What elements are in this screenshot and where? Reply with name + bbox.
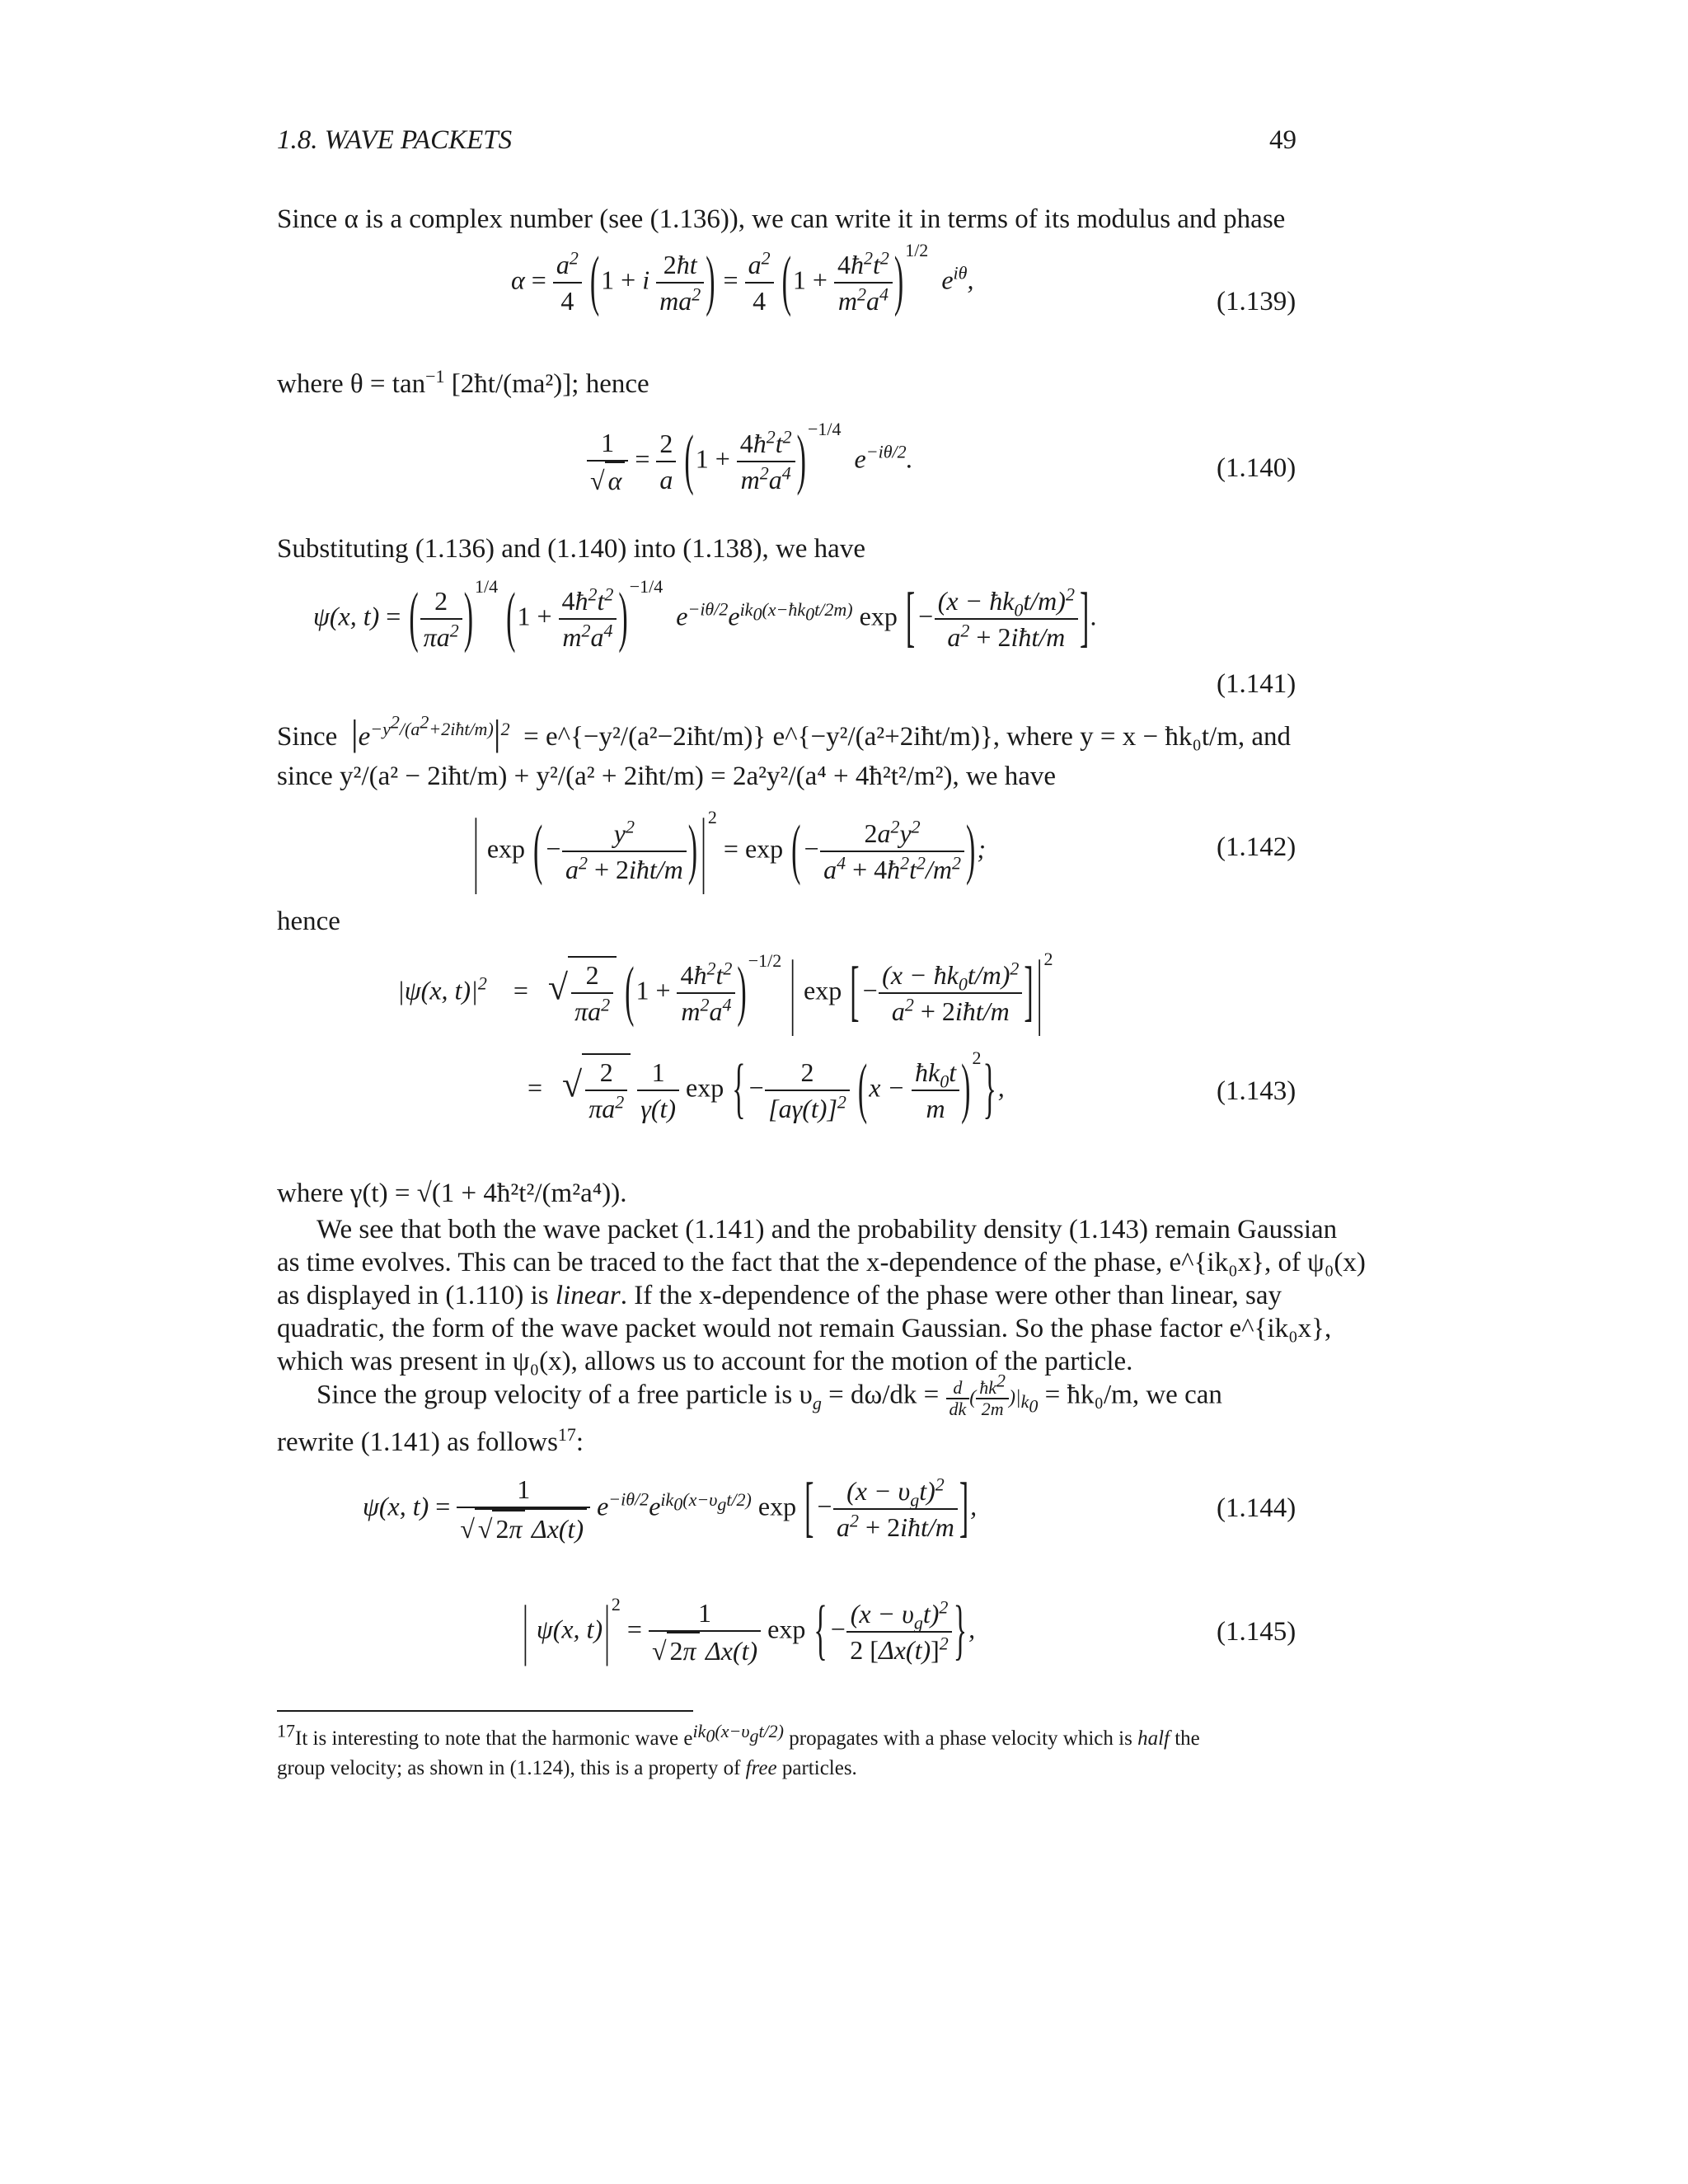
footnote-1b: propagates with a phase velocity which is (784, 1727, 1138, 1750)
equation-1-139: α = $\frac{a^2}{4}$ (1 + i $\frac{2ħt}{ma^2}$ ) = $\frac{a^2}{4}$ (1 + $\frac{4ħ^2t^2}{m^2a^4}$ )$^{1/2}$ $e^{i\theta}$, (511, 239, 974, 319)
paragraph-gaussian-4: quadratic, the form of the wave packet would not remain Gaussian. So the phase factor e^{ik₀x}, (277, 1314, 1332, 1343)
footnote-rule (277, 1710, 693, 1712)
group-velocity-c: = ħk₀/m, we can (1038, 1380, 1222, 1410)
footnote-ref: 17 (557, 1424, 576, 1445)
paragraph-hence: hence (277, 907, 340, 936)
gaussian-3-linear: linear (555, 1281, 621, 1310)
equation-number-1-144: (1.144) (1217, 1493, 1296, 1523)
paragraph-group-velocity: Since the group velocity of a free particle is $\upsilon_g = d\omega/dk$ = $\frac{d}{dk}$ ( $\frac{ħk^2}{2m}$ )$|_{k_0}$ = ħk₀/m, we can (316, 1370, 1222, 1419)
equation-1-144: ψ(x, t) = $\frac{1}{\text{√ √ 2π Δx(t)}}$ $e^{-i\theta/2}e^{ik_0(x-\upsilon_gt/2)}$ exp [− $\frac{(x - \upsilon_gt)^2}{a^2 + 2iħt/m}$ ], (363, 1471, 978, 1545)
paragraph-gamma: where γ(t) = √(1 + 4ħ²t²/(m²a⁴)). (277, 1179, 627, 1208)
equation-1-141: ψ(x, t) = ( $\frac{2}{\pi a^2}$ )$^{1/4}$ (1 + $\frac{4ħ^2t^2}{m^2a^4}$ )$^{-1/4}$ $e^{-i\theta/2}e^{ik_0(x-ħk_0t/2m)}$ exp [− $\frac{(x - ħk_0t/m)^2}{a^2 + 2iħt/m}$ ]. (313, 575, 1098, 655)
footnote-line-2 (277, 1755, 857, 1782)
footnote-2b: particles. (776, 1757, 857, 1779)
page-number: 49 (1269, 125, 1296, 155)
since-label: Since (277, 722, 338, 752)
running-header: 1.8. WAVE PACKETS (277, 125, 513, 155)
footnote-half: half (1137, 1727, 1170, 1750)
paragraph-gaussian-2: as time evolves. This can be traced to the fact that the x-dependence of the phase, e^{ik₀x}, of ψ₀(x) (277, 1248, 1366, 1277)
footnote-free: free (745, 1757, 777, 1779)
equation-1-140: $\frac{1}{√ \alpha}$ = $\frac{2}{a}$ (1 + $\frac{4ħ^2t^2}{m^2a^4}$ )$^{-1/4}$ $e^{-i\theta/2}$. (587, 425, 913, 498)
equation-1-145: | ψ(x, $t)|^2$ = $\frac{1}{\text{√ 2π Δx(t)}}$ exp {− $\frac{(x - \upsilon_gt)^2}{2 [\Delta x(t)]^2}$ }, (523, 1593, 976, 1668)
footnote-line-1: $^{17}$It is interesting to note that the harmonic wave $e^{ik_0(x-\upsilon_gt/2)}$ propagates with a phase velocity which is half the (277, 1720, 1200, 1750)
equation-1-143-line1: |ψ(x, $t)|^2$ = √ $\frac{2}{\pi a^2}$ (1 + $\frac{4ħ^2t^2}{m^2a^4}$ )$^{-1/2}$ | exp [− $\frac{(x - ħk_0t/m)^2}{a^2 + 2iħt/m}$ ] $|^2$ (397, 946, 1053, 1038)
equation-1-143-line2: = √ $\frac{2}{\pi a^2}$ $\frac{1}{\gamma(t)}$ exp {− $\frac{2}{[a\gamma(t)]^2}$ (x − $\frac{ħk_0t}{m}$ )$^2$}, (528, 1047, 1005, 1127)
paragraph-theta: where $\theta = \tan^{-1}$ [2ħt/(ma²)]; hence (277, 366, 649, 399)
equation-number-1-143: (1.143) (1217, 1076, 1296, 1106)
theta-text-b: [2ħt/(ma²)]; hence (451, 369, 649, 399)
group-velocity-a: Since the group velocity of a free particle is υ (316, 1380, 813, 1410)
paragraph-since-line2: since y²/(a² − 2iħt/m) + y²/(a² + 2iħt/m) = 2a²y²/(a⁴ + 4ħ²t²/m²), we have (277, 762, 1057, 791)
equation-number-1-140: (1.140) (1217, 453, 1296, 483)
gaussian-3c: . If the x-dependence of the phase were other than linear, say (620, 1281, 1282, 1310)
group-velocity-b: = dω/dk = (821, 1380, 946, 1410)
footnote-2a: group velocity; as shown in (1.124), this is a property of (277, 1757, 746, 1779)
theta-text-a: where θ = tan (277, 369, 426, 399)
equation-number-1-142: (1.142) (1217, 832, 1296, 862)
equation-number-1-145: (1.145) (1217, 1617, 1296, 1647)
footnote-1a: It is interesting to note that the harmonic wave e (295, 1727, 693, 1750)
equation-1-142: | exp (− $\frac{y^2}{a^2 + 2iħt/m}$ ) $|^2 = \exp$ (− $\frac{2a^2y^2}{a^4 + 4ħ^2t^2/m^2}$ ); (473, 804, 986, 896)
paragraph-intro: Since α is a complex number (see (1.136)), we can write it in terms of its modulus and phase (277, 204, 1286, 234)
footnote-1c: the (1169, 1727, 1200, 1750)
footnote-mark: 17 (277, 1720, 295, 1741)
paragraph-gaussian-3 (277, 1279, 1282, 1312)
equation-number-1-139: (1.139) (1217, 287, 1296, 316)
since-tail: = e^{−y²/(a²−2iħt/m)} e^{−y²/(a²+2iħt/m)}, where y = x − ħk₀t/m, and (523, 722, 1292, 752)
paragraph-rewrite: rewrite (1.141) as follows$^{17}$: (277, 1424, 584, 1457)
paragraph-gaussian-1: We see that both the wave packet (1.141) and the probability density (1.143) remain Gaussian (316, 1215, 1338, 1244)
paragraph-since: Since $|e^{-y^2/(a^2+2iħt/m)}|^2$ = e^{−y²/(a²−2iħt/m)} e^{−y²/(a²+2iħt/m)}, where y = x − ħk₀t/m, and (277, 711, 1292, 753)
paragraph-substituting: Substituting (1.136) and (1.140) into (1.138), we have (277, 534, 865, 564)
gaussian-3a: as displayed in (1.110) is (277, 1281, 556, 1310)
paragraph-gaussian-5: which was present in ψ₀(x), allows us to account for the motion of the particle. (277, 1347, 1133, 1376)
equation-number-1-141: (1.141) (1217, 669, 1296, 699)
rewrite-text: rewrite (1.141) as follows (277, 1427, 558, 1457)
